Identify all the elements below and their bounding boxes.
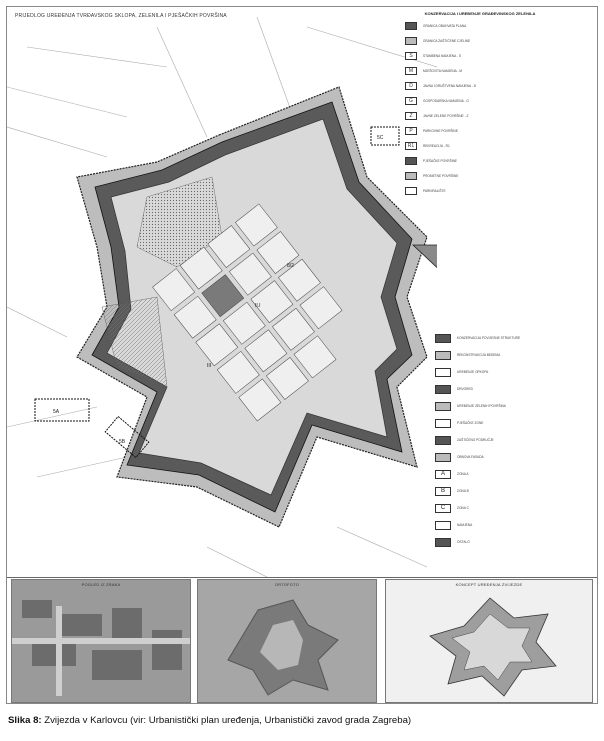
legend-row — [405, 141, 450, 151]
plot-north — [371, 127, 399, 145]
legend-row — [405, 66, 462, 76]
orthophoto-image — [198, 580, 377, 703]
photo-aerial — [11, 579, 191, 703]
legend-label: ZONA C — [457, 506, 469, 510]
legend-label: ZAŠTIĆENO PODRUČJE — [457, 438, 494, 442]
legend-label: PROMETNE POVRŠINE — [423, 174, 459, 178]
legend-row — [435, 503, 469, 513]
plot-west — [35, 399, 89, 421]
sheet-divider — [7, 577, 597, 578]
legend-row — [435, 486, 469, 496]
legend-label: GRANICA ZAŠTIĆENE CJELINE — [423, 39, 471, 43]
legend-mid — [435, 333, 595, 573]
label-block-2: 8/2 — [287, 263, 294, 269]
legend-row — [435, 350, 500, 360]
legend-symbol — [435, 334, 451, 343]
legend-symbol: B — [435, 487, 451, 496]
legend-row — [405, 126, 458, 136]
legend-label: MJEŠOVITA NAMJENA - M — [423, 69, 463, 73]
legend-label: ZONA B — [457, 489, 469, 493]
legend-row — [435, 452, 484, 462]
photo-caption-2: ORTOFOTO — [274, 582, 300, 587]
legend-label: PJEŠAČKE ZONE — [457, 421, 484, 425]
legend-row — [435, 384, 473, 394]
legend-row — [435, 537, 470, 547]
legend-symbol: Z — [405, 112, 417, 120]
map-title: PRIJEDLOG UREĐENJA TVRĐAVSKOG SKLOPA, ZELENILA I PJEŠAČKIH POVRŠINA — [15, 13, 227, 19]
figure-label: Slika 8: — [8, 715, 42, 726]
legend-symbol — [435, 453, 451, 462]
label-block-1: II.I — [255, 303, 261, 309]
legend-symbol — [405, 157, 417, 165]
legend-symbol — [435, 385, 451, 394]
figure-caption — [8, 715, 411, 726]
legend-row — [435, 333, 520, 343]
legend-label: KONZERVACIJA POVIJESNE STRUKTURE — [457, 336, 521, 340]
legend-label: DRVORED — [457, 387, 473, 391]
legend-row — [405, 51, 461, 61]
legend-label: PARKOVNE POVRŠINE — [423, 129, 458, 133]
legend-row — [435, 401, 506, 411]
legend-label: ZONA A — [457, 472, 469, 476]
legend-row — [405, 171, 458, 181]
legend-symbol: S — [405, 52, 417, 60]
legend-symbol: C — [435, 504, 451, 513]
photo-caption-1: POGLED IZ ZRAKA — [81, 582, 121, 587]
legend-symbol — [435, 436, 451, 445]
legend-label: REKONSTRUKCIJA BEDEMA — [457, 353, 501, 357]
photo-orthophoto — [197, 579, 377, 703]
legend-row — [405, 156, 457, 166]
legend-symbol — [435, 368, 451, 377]
legend-row — [435, 520, 472, 530]
aerial-photo-image — [12, 580, 191, 703]
legend-label: GOSPODARSKA NAMJENA - G — [423, 99, 469, 103]
figure-text: Zvijezda v Karlovcu (vir: Urbanistički plan uređenja, Urbanistički zavod grada Zagreba) — [41, 715, 412, 726]
legend-label: JAVNA I DRUŠTVENA NAMJENA - D — [423, 84, 477, 88]
legend-symbol: D — [405, 82, 417, 90]
legend-row — [435, 367, 488, 377]
label-lot-b: 5B — [119, 439, 126, 445]
legend-top — [405, 11, 555, 211]
legend-top-title: KONZERVACIJA I UREĐENJE GRAĐEVINSKOG ZELENILA — [424, 11, 536, 16]
legend-symbol — [405, 187, 417, 195]
legend-row — [405, 36, 470, 46]
legend-label: PJEŠAČKE POVRŠINE — [423, 159, 458, 163]
legend-label: NAMJENA — [457, 523, 473, 527]
legend-label: OBNOVA FASADA — [457, 455, 484, 459]
legend-label: UREĐENJE ZELENIH POVRŠINA — [457, 404, 506, 408]
legend-label: STAMBENA NAMJENA - S — [423, 54, 462, 58]
fortress-plan — [7, 7, 437, 577]
legend-label: GRANICA OBUHVATA PLANA — [423, 24, 467, 28]
legend-label: JAVNE ZELENE POVRŠINE - Z — [423, 114, 469, 118]
legend-label: UREĐENJE OPKOPA — [457, 370, 489, 374]
legend-symbol: M — [405, 67, 417, 75]
legend-label: REKREACIJA - R1 — [423, 144, 450, 148]
legend-row — [405, 96, 469, 106]
legend-row — [405, 81, 476, 91]
legend-row — [435, 418, 483, 428]
legend-symbol — [435, 402, 451, 411]
legend-symbol — [435, 521, 451, 530]
map-sheet — [6, 6, 598, 704]
legend-symbol: P — [405, 127, 417, 135]
legend-symbol — [435, 351, 451, 360]
legend-row — [405, 186, 446, 196]
legend-symbol — [405, 172, 417, 180]
legend-symbol — [435, 419, 451, 428]
legend-symbol — [405, 37, 417, 45]
legend-row — [405, 21, 466, 31]
legend-symbol — [435, 538, 451, 547]
label-lot-a: 5A — [53, 409, 60, 415]
concept-image — [386, 580, 593, 703]
photo-caption-3: KONCEPT UREĐENJA ZVIJEZDE — [455, 582, 523, 587]
legend-label: OSTALO — [457, 540, 470, 544]
label-lot-c: 5C — [377, 135, 384, 141]
legend-symbol: R1 — [405, 142, 417, 150]
legend-row — [405, 111, 468, 121]
legend-row — [435, 469, 469, 479]
legend-symbol: A — [435, 470, 451, 479]
legend-symbol — [405, 22, 417, 30]
legend-row — [435, 435, 494, 445]
label-block-3: III — [207, 363, 212, 369]
legend-symbol: G — [405, 97, 417, 105]
legend-label: PARKIRALIŠTE — [423, 189, 446, 193]
photo-concept — [385, 579, 593, 703]
